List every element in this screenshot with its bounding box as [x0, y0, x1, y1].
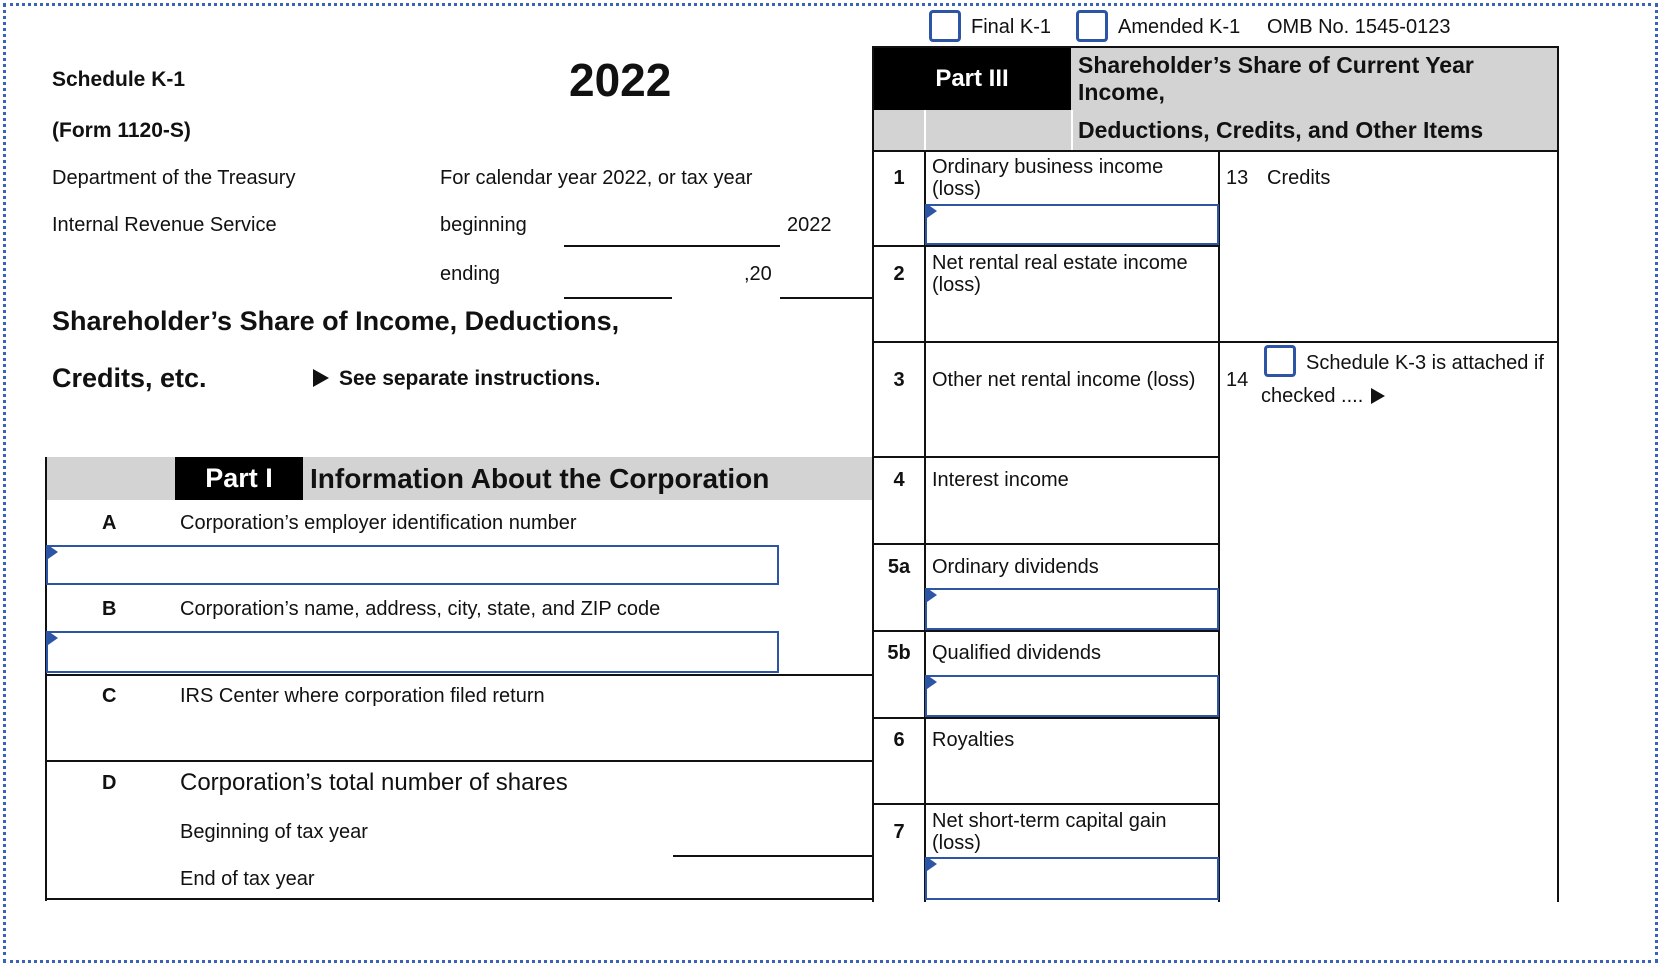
field-marker-icon	[927, 857, 937, 871]
divider	[46, 760, 873, 762]
divider	[873, 245, 1219, 247]
line-4-number: 4	[893, 469, 905, 491]
ending-century: ,20	[744, 263, 772, 285]
k3-label-line2: checked ....	[1261, 385, 1364, 407]
line-7-number: 7	[893, 821, 905, 843]
schedule-k3-checkbox[interactable]	[1264, 345, 1296, 377]
part3-right-border	[1557, 46, 1559, 902]
line-5a-field[interactable]	[925, 588, 1219, 630]
line-3-number: 3	[893, 369, 905, 391]
divider	[1071, 110, 1073, 150]
ending-date-line[interactable]	[564, 297, 672, 299]
ending-label: ending	[440, 263, 501, 285]
part1-label: Part I	[175, 457, 303, 500]
final-k1-label: Final K-1	[971, 16, 1052, 38]
corporation-name-field[interactable]	[46, 631, 779, 673]
form-title: Schedule K-1	[52, 68, 186, 91]
divider	[873, 456, 1219, 458]
divider	[873, 803, 1219, 805]
ein-field[interactable]	[46, 545, 779, 585]
part1-title: Information About the Corporation	[310, 463, 770, 494]
instructions-note	[313, 367, 600, 391]
line-5a-number: 5a	[887, 556, 911, 578]
part3-label: Part III	[873, 47, 1071, 110]
department: Department of the Treasury	[52, 167, 296, 189]
item-b-label: Corporation’s name, address, city, state, and ZIP code	[180, 598, 661, 620]
beginning-year: 2022	[787, 214, 832, 236]
item-d-letter: D	[102, 772, 117, 794]
divider	[46, 674, 873, 676]
field-marker-icon	[48, 545, 58, 559]
divider	[873, 341, 1558, 343]
line-5b-field[interactable]	[925, 675, 1219, 717]
part1-left-border	[45, 457, 47, 901]
divider	[873, 150, 1558, 152]
part3-mid-column-border	[1218, 150, 1220, 902]
divider	[873, 630, 1219, 632]
arrow-right-icon	[1371, 388, 1385, 404]
amended-k1-checkbox[interactable]	[1076, 10, 1108, 42]
irs: Internal Revenue Service	[52, 214, 277, 236]
line-1-field[interactable]	[925, 204, 1219, 245]
main-title-line2: Credits, etc.	[52, 363, 207, 393]
line-1-label: Ordinary business income (loss)	[932, 156, 1164, 200]
tax-year: 2022	[569, 54, 672, 106]
divider	[873, 543, 1219, 545]
line-3-label: Other net rental income (loss)	[932, 369, 1196, 391]
item-a-label: Corporation’s employer identification number	[180, 512, 577, 534]
line-6-label: Royalties	[932, 729, 1015, 751]
line-4-label: Interest income	[932, 469, 1069, 491]
item-a-letter: A	[102, 512, 117, 534]
line-7-label: Net short-term capital gain (loss)	[932, 810, 1167, 854]
part3-title-line1: Shareholder’s Share of Current Year Income,	[1078, 52, 1474, 105]
shares-beginning-label: Beginning of tax year	[180, 821, 368, 843]
line-14-number: 14	[1226, 369, 1249, 391]
k3-label-line2-wrap	[1261, 385, 1385, 408]
beginning-date-line[interactable]	[564, 245, 780, 247]
shares-end-label: End of tax year	[180, 868, 315, 890]
line-1-number: 1	[893, 167, 905, 189]
divider	[873, 717, 1219, 719]
part3-title-line2: Deductions, Credits, and Other Items	[1078, 117, 1484, 143]
line-13-label: Credits	[1267, 167, 1331, 189]
form-number: (Form 1120-S)	[52, 119, 191, 142]
line-5a-label: Ordinary dividends	[932, 556, 1099, 578]
line-13-number: 13	[1226, 167, 1249, 189]
line-5b-number: 5b	[887, 642, 911, 664]
omb-number: OMB No. 1545-0123	[1267, 16, 1451, 38]
main-title-line1: Shareholder’s Share of Income, Deductions,	[52, 306, 620, 336]
shares-beginning-line[interactable]	[673, 855, 873, 857]
divider	[924, 110, 926, 150]
line-7-field[interactable]	[925, 857, 1219, 900]
item-c-label: IRS Center where corporation filed return	[180, 685, 545, 707]
line-2-number: 2	[893, 263, 905, 285]
amended-k1-label: Amended K-1	[1118, 16, 1241, 38]
divider	[873, 46, 1558, 48]
line-2-label: Net rental real estate income (loss)	[932, 252, 1188, 296]
field-marker-icon	[48, 631, 58, 645]
field-marker-icon	[927, 675, 937, 689]
item-b-letter: B	[102, 598, 117, 620]
item-d-label: Corporation’s total number of shares	[180, 769, 568, 796]
arrow-right-icon	[313, 369, 329, 387]
field-marker-icon	[927, 204, 937, 218]
divider	[46, 898, 873, 900]
line-6-number: 6	[893, 729, 905, 751]
k3-label-line1: Schedule K-3 is attached if	[1306, 352, 1544, 374]
instructions-text: See separate instructions.	[339, 367, 601, 390]
final-k1-checkbox[interactable]	[929, 10, 961, 42]
item-c-letter: C	[102, 685, 117, 707]
line-5b-label: Qualified dividends	[932, 642, 1101, 664]
calendar-year-text: For calendar year 2022, or tax year	[440, 167, 753, 189]
beginning-label: beginning	[440, 214, 527, 236]
field-marker-icon	[927, 588, 937, 602]
ending-year-line[interactable]	[780, 297, 873, 299]
